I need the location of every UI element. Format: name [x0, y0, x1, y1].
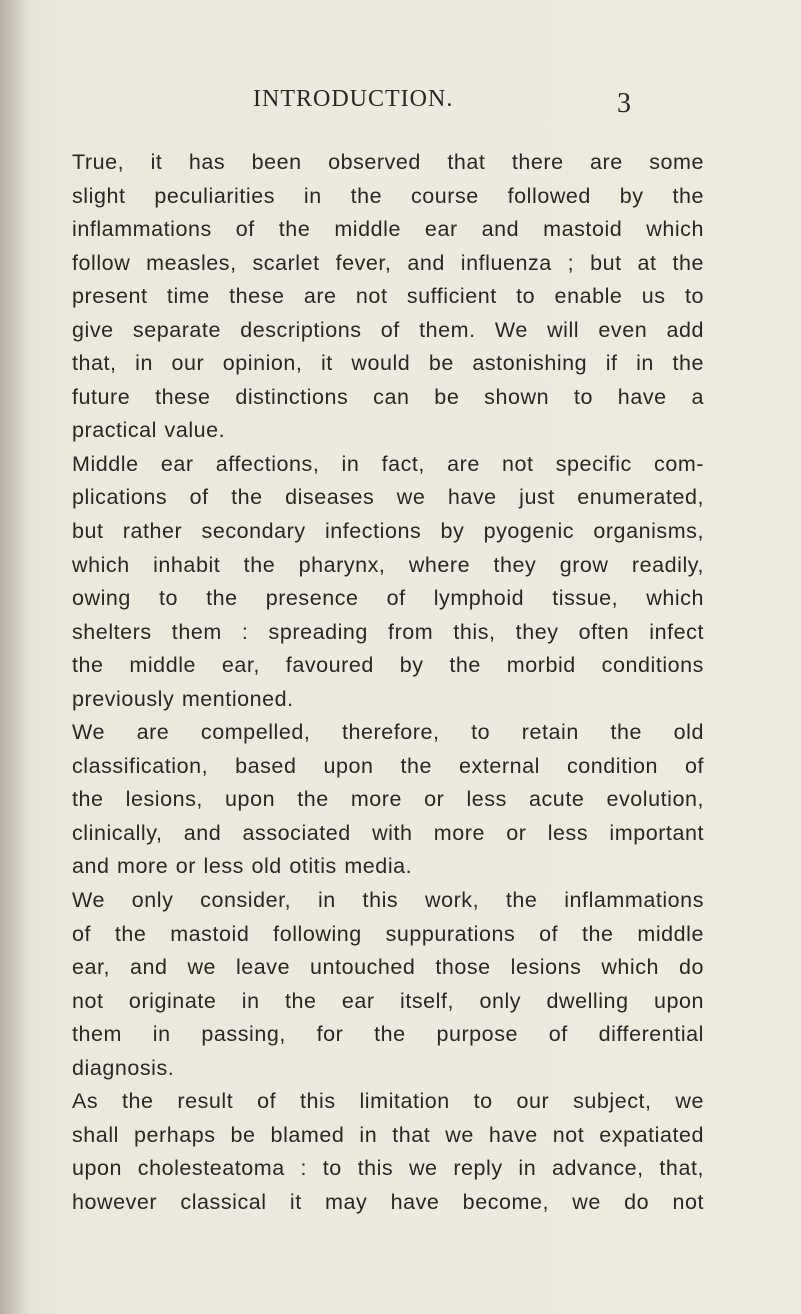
text-line: plications of the diseases we have just enumerated, — [72, 485, 704, 510]
text-line: classification, based upon the external condition of — [72, 753, 704, 778]
text-line: shall perhaps be blamed in that we have not expatiated — [72, 1122, 704, 1147]
text-line: present time these are not sufficient to enable us to — [72, 284, 704, 309]
text-line: Middle ear affections, in fact, are not specific com- — [72, 451, 704, 476]
text-line: but rather secondary infections by pyogenic organisms, — [72, 519, 704, 544]
running-head-title: INTRODUCTION. — [253, 86, 454, 112]
text-line: previously mentioned. — [72, 686, 294, 711]
text-line: clinically, and associated with more or less important — [72, 820, 704, 845]
text-line: however classical it may have become, we do not — [72, 1189, 704, 1214]
text-line: We only consider, in this work, the inflammations — [72, 888, 704, 913]
text-line: We are compelled, therefore, to retain the old — [72, 720, 704, 745]
binding-shadow — [0, 0, 30, 1314]
text-line: follow measles, scarlet fever, and influenza ; but at the — [72, 250, 704, 275]
text-line: inflammations of the middle ear and mastoid which — [72, 217, 704, 242]
text-line: ear, and we leave untouched those lesions which do — [72, 955, 704, 980]
text-line: and more or less old otitis media. — [72, 854, 413, 879]
text-line: shelters them : spreading from this, they often infect — [72, 619, 704, 644]
text-line: True, it has been observed that there are some — [72, 150, 704, 174]
text-line: the middle ear, favoured by the morbid conditions — [72, 653, 704, 678]
text-line: owing to the presence of lymphoid tissue, which — [72, 586, 704, 611]
text-line: practical value. — [72, 418, 226, 443]
text-line: upon cholesteatoma : to this we reply in advance, that, — [72, 1156, 704, 1181]
page-number: 3 — [617, 88, 631, 119]
running-head — [0, 86, 801, 122]
text-line: them in passing, for the purpose of differential — [72, 1022, 704, 1047]
text-line: the lesions, upon the more or less acute evolution, — [72, 787, 704, 812]
body-text — [72, 146, 704, 1220]
text-line: future these distinctions can be shown to have a — [72, 384, 704, 409]
text-line: give separate descriptions of them. We will even add — [72, 317, 704, 342]
text-line: slight peculiarities in the course followed by the — [72, 183, 704, 208]
text-line: not originate in the ear itself, only dwelling upon — [72, 988, 704, 1013]
text-line: of the mastoid following suppurations of the middle — [72, 921, 704, 946]
text-line: diagnosis. — [72, 1055, 175, 1080]
text-line: As the result of this limitation to our subject, we — [72, 1089, 704, 1114]
text-line: that, in our opinion, it would be astonishing if in the — [72, 351, 704, 376]
text-line: which inhabit the pharynx, where they grow readily, — [72, 552, 704, 577]
